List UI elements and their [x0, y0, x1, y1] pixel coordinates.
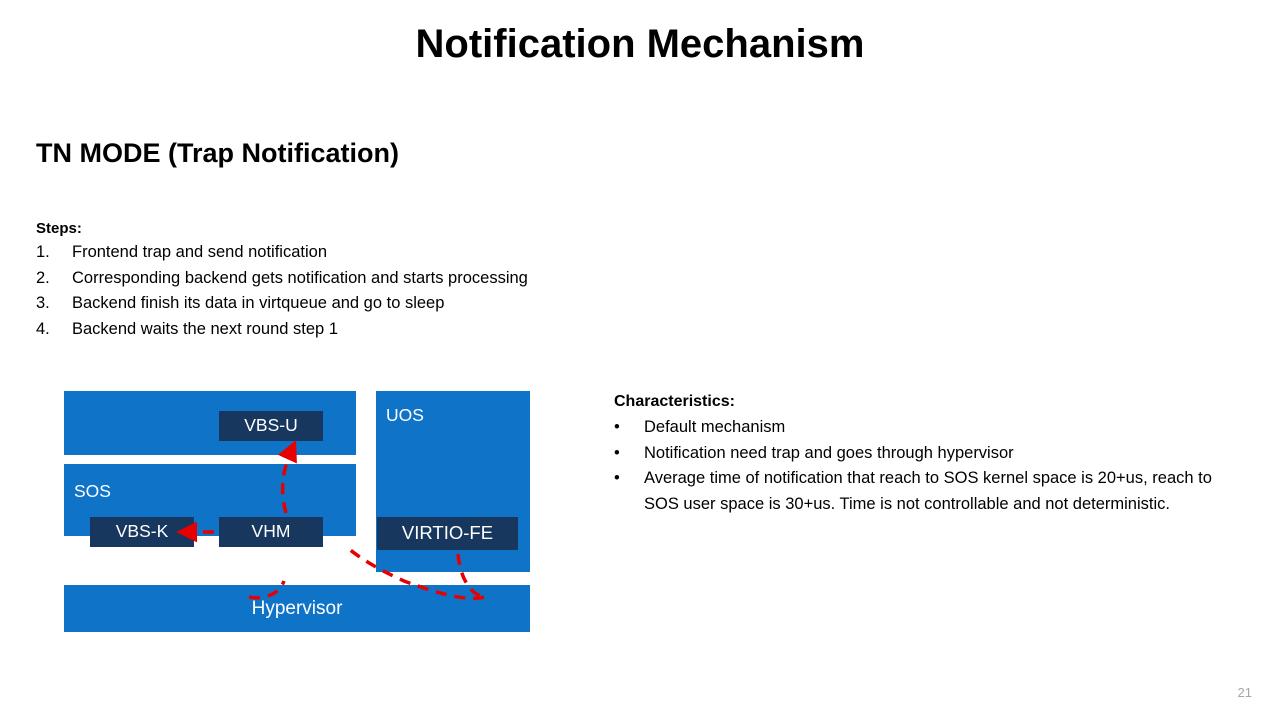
list-item — [36, 291, 636, 317]
uos-panel-label: UOS — [386, 405, 424, 425]
steps-heading: Steps: — [36, 220, 82, 237]
list-item — [614, 466, 1250, 517]
list-item — [614, 415, 1250, 441]
step-text: Corresponding backend gets notification and starts processing — [72, 268, 528, 287]
section-title: TN MODE (Trap Notification) — [36, 138, 399, 168]
step-number: 1. — [36, 243, 50, 261]
step-number: 3. — [36, 294, 50, 312]
node-vbs-u: VBS-U — [219, 411, 323, 441]
page-number: 21 — [1237, 685, 1252, 700]
step-number: 4. — [36, 319, 50, 338]
sos-panel-label: SOS — [74, 481, 111, 501]
step-text: Backend finish its data in virtqueue and go to sleep — [72, 294, 445, 312]
step-text: Frontend trap and send notification — [72, 243, 328, 261]
architecture-diagram — [64, 391, 534, 631]
step-text: Backend waits the next round step 1 — [72, 319, 338, 338]
steps-list — [36, 240, 636, 342]
step-number: 2. — [36, 268, 50, 287]
characteristic-text: Default mechanism — [644, 418, 786, 436]
characteristics-heading: Characteristics: — [614, 393, 735, 410]
node-virtio-fe: VIRTIO-FE — [377, 517, 518, 550]
list-item — [36, 317, 636, 343]
characteristics-block — [614, 393, 1250, 517]
bullet-icon: • — [614, 418, 620, 436]
node-vhm: VHM — [219, 517, 323, 547]
node-vbs-k: VBS-K — [90, 517, 194, 547]
characteristic-text: Average time of notification that reach to SOS kernel space is 20+us, reach to SOS user space is 30+us. Time is not controllable and not deterministic. — [644, 469, 1212, 513]
list-item — [614, 441, 1250, 467]
list-item — [36, 266, 636, 292]
steps-block — [36, 220, 636, 342]
characteristic-text: Notification need trap and goes through hypervisor — [644, 443, 1014, 462]
hypervisor-panel-label: Hypervisor — [251, 597, 343, 619]
bullet-icon: • — [614, 443, 620, 462]
page-title: Notification Mechanism — [415, 22, 865, 66]
characteristics-list — [614, 415, 1250, 517]
list-item — [36, 240, 636, 266]
bullet-icon: • — [614, 469, 620, 487]
